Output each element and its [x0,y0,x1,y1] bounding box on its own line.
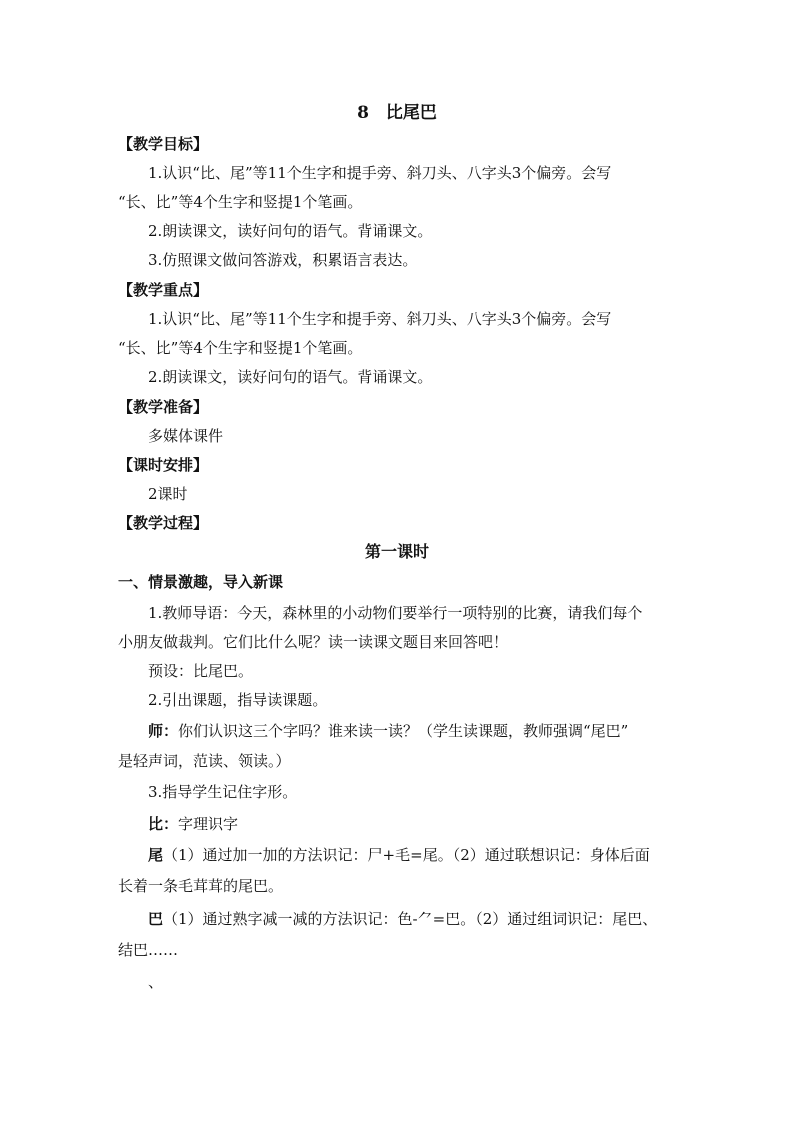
keypoint-1-line-1: 1.认识“比、尾”等11个生字和提手旁、斜刀头、八字头3个偏旁。会写 [148,310,612,328]
body-p1-line-2: 小朋友做裁判。它们比什么呢？读一读课文题目来回答吧！ [118,633,509,651]
char-ba-label: 巴 [148,910,164,928]
body-p5: 3.指导学生记住字形。 [148,783,298,801]
keypoint-2: 2.朗读课文，读好问句的语气。背诵课文。 [148,368,433,386]
page-title: 8 比尾巴 [357,103,437,123]
keypoint-1-line-2: “长、比”等4个生字和竖提1个笔画。 [118,339,363,357]
body-p9: 、 [148,973,164,991]
body-p1-line-1: 1.教师导语：今天，森林里的小动物们要举行一项特别的比赛，请我们每个 [148,604,643,622]
char-bi-label: 比： [148,815,179,833]
body-p6 [148,814,238,834]
body-p4-line-2: 是轻声词，范读、领读。） [118,752,291,770]
heading-process: 【教学过程】 [118,514,209,532]
goal-1-line-2: “长、比”等4个生字和竖提1个笔画。 [118,193,363,211]
char-wei-text: （1）通过加一加的方法识记：尸+毛=尾。（2）通过联想识记：身体后面 [163,846,650,864]
char-wei-label: 尾 [148,846,164,864]
goal-2: 2.朗读课文，读好问句的语气。背诵课文。 [148,222,433,240]
heading-keypoints: 【教学重点】 [118,281,209,299]
heading-schedule: 【课时安排】 [118,456,209,474]
char-bi-text: 字理识字 [178,815,239,833]
teacher-text: 你们认识这三个字吗？谁来读一读？（学生读课题，教师强调“尾巴” [178,722,629,740]
teacher-label: 师： [148,722,179,740]
body-p8-line-2: 结巴…… [118,941,179,959]
prep-text: 多媒体课件 [148,427,224,445]
section-1-heading: 一、情景激趣，导入新课 [118,573,284,591]
lesson-title: 第一课时 [364,542,429,561]
body-p4-line-1 [148,721,628,741]
goal-3: 3.仿照课文做问答游戏，积累语言表达。 [148,251,418,269]
body-p7-line-2: 长着一条毛茸茸的尾巴。 [118,877,284,895]
body-p2: 预设：比尾巴。 [148,662,254,680]
char-ba-text: （1）通过熟字减一减的方法识记：色-⺈=巴。（2）通过组词识记：尾巴、 [163,910,658,928]
heading-prep: 【教学准备】 [118,398,209,416]
body-p7-line-1 [148,845,650,865]
body-p3: 2.引出课题，指导读课题。 [148,691,328,709]
schedule-text: 2课时 [148,485,188,503]
goal-1-line-1: 1.认识“比、尾”等11个生字和提手旁、斜刀头、八字头3个偏旁。会写 [148,164,612,182]
body-p8-line-1 [148,909,657,929]
heading-goals: 【教学目标】 [118,135,209,153]
